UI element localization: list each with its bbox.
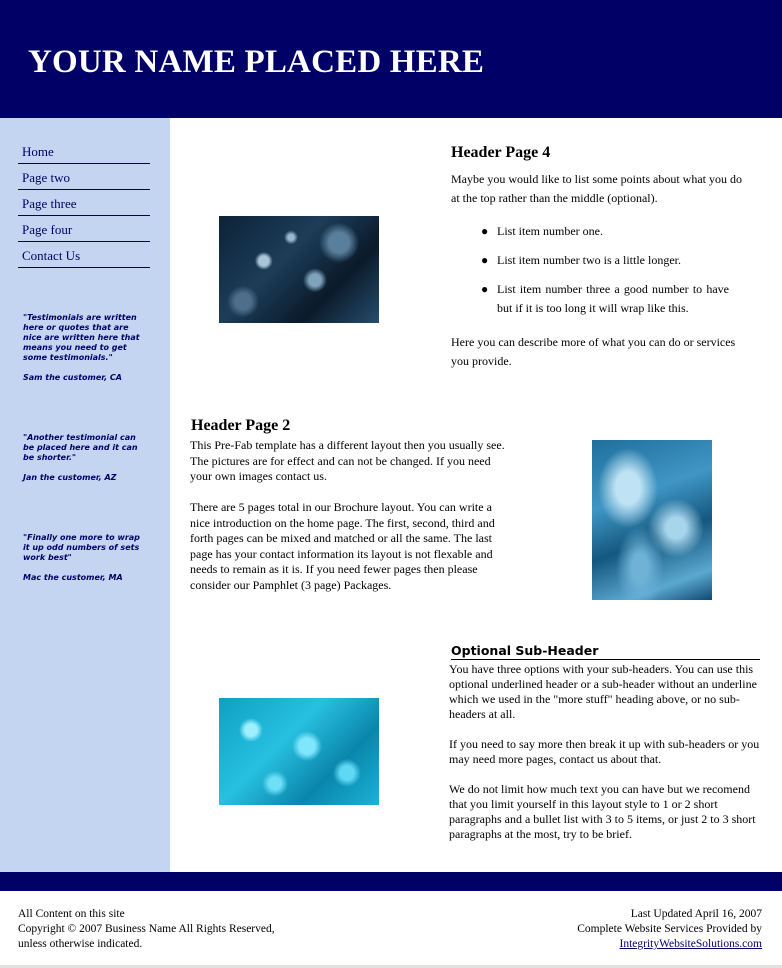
site-title: YOUR NAME PLACED HERE — [28, 44, 485, 80]
paragraph: This Pre-Fab template has a different layout then you usually see. The pictures are for effect and can not be changed. If you need your own images contact us. — [190, 438, 505, 483]
paragraph: We do not limit how much text you can have but we recomend that you limit yourself in this layout style to 1 or 2 short paragraphs and a bullet list with 3 to 5 items, or just 2 to 3 short paragraphs at the most, try to be brief. — [449, 782, 756, 841]
footer-line: unless otherwise indicated. — [18, 938, 143, 950]
footer-line: All Content on this site — [18, 908, 125, 920]
sub-header: Optional Sub-Header — [451, 643, 760, 660]
footer-credits — [577, 907, 762, 952]
list-item — [481, 251, 729, 270]
nav-item-home[interactable] — [18, 138, 150, 164]
paragraph: If you need to say more then break it up with sub-headers or you may need more pages, contact us about that. — [449, 737, 760, 766]
section-body — [449, 662, 767, 842]
footer-line: Copyright © 2007 Business Name All Rights Reserved, — [18, 923, 275, 935]
blue-water-swirl-image — [592, 440, 712, 600]
section-more — [451, 333, 751, 371]
paragraph: There are 5 pages total in our Brochure layout. You can write a nice introduction on the home page. The first, second, third and forth pages can be mixed and matched or all the same. The last page has your contact information its layout is not flexable and needs to remain as it is. If you need fewer pages then please consider our Pamphlet (3 page) Packages. — [190, 500, 495, 592]
testimonial-author: Mac the customer, MA — [23, 573, 123, 582]
list-item-text: List item number three a good number to have but if it is too long it will wrap like this. — [497, 282, 729, 315]
list-item — [481, 222, 729, 241]
water-bubbles-image — [219, 216, 379, 323]
list-item — [481, 280, 729, 318]
footer — [0, 891, 782, 968]
bullet-icon: ● — [481, 253, 489, 267]
section-intro — [451, 170, 751, 208]
sidebar — [0, 118, 170, 872]
site-header — [0, 0, 782, 118]
intro-text: Maybe you would like to list some points about what you do at the top rather than the middle (optional). — [451, 172, 742, 205]
section-body — [190, 438, 508, 593]
bullet-icon: ● — [481, 224, 489, 238]
more-text: Here you can describe more of what you can do or services you provide. — [451, 335, 736, 368]
nav-label[interactable]: Contact Us — [22, 248, 81, 263]
footer-bar — [0, 872, 782, 891]
list-item-text: List item number two is a little longer. — [497, 253, 681, 267]
testimonial-quote: "Testimonials are written here or quotes that are nice are written here that means you need to get some testimonials." — [23, 313, 140, 362]
bullet-list — [481, 222, 729, 328]
provider-link[interactable]: IntegrityWebsiteSolutions.com — [619, 938, 762, 950]
testimonial-author: Jan the customer, AZ — [23, 473, 117, 482]
nav-label[interactable]: Home — [22, 144, 54, 159]
testimonial — [23, 533, 148, 583]
services-text: Complete Website Services Provided by — [577, 923, 762, 935]
section-heading: Header Page 4 — [451, 144, 551, 161]
testimonial-author: Sam the customer, CA — [23, 373, 122, 382]
nav-item-page-four[interactable] — [18, 216, 150, 242]
nav-label[interactable]: Page three — [22, 196, 77, 211]
section-heading: Header Page 2 — [191, 417, 291, 434]
nav-item-contact-us[interactable] — [18, 242, 150, 268]
footer-copyright — [18, 907, 275, 952]
testimonial — [23, 433, 148, 483]
last-updated: Last Updated April 16, 2007 — [630, 908, 762, 920]
nav-item-page-two[interactable] — [18, 164, 150, 190]
paragraph: You have three options with your sub-headers. You can use this optional underlined header or a sub-header without an underline which we used in the "more stuff" heading above, or no sub-headers at all. — [449, 662, 757, 721]
nav-label[interactable]: Page four — [22, 222, 73, 237]
aqua-bubbles-image — [219, 698, 379, 805]
testimonial — [23, 313, 148, 383]
nav-item-page-three[interactable] — [18, 190, 150, 216]
nav-label[interactable]: Page two — [22, 170, 71, 185]
testimonial-quote: "Another testimonial can be placed here and it can be shorter." — [23, 433, 138, 462]
list-item-text: List item number one. — [497, 224, 603, 238]
bullet-icon: ● — [481, 282, 489, 296]
testimonial-quote: "Finally one more to wrap it up odd numbers of sets work best" — [23, 533, 140, 562]
